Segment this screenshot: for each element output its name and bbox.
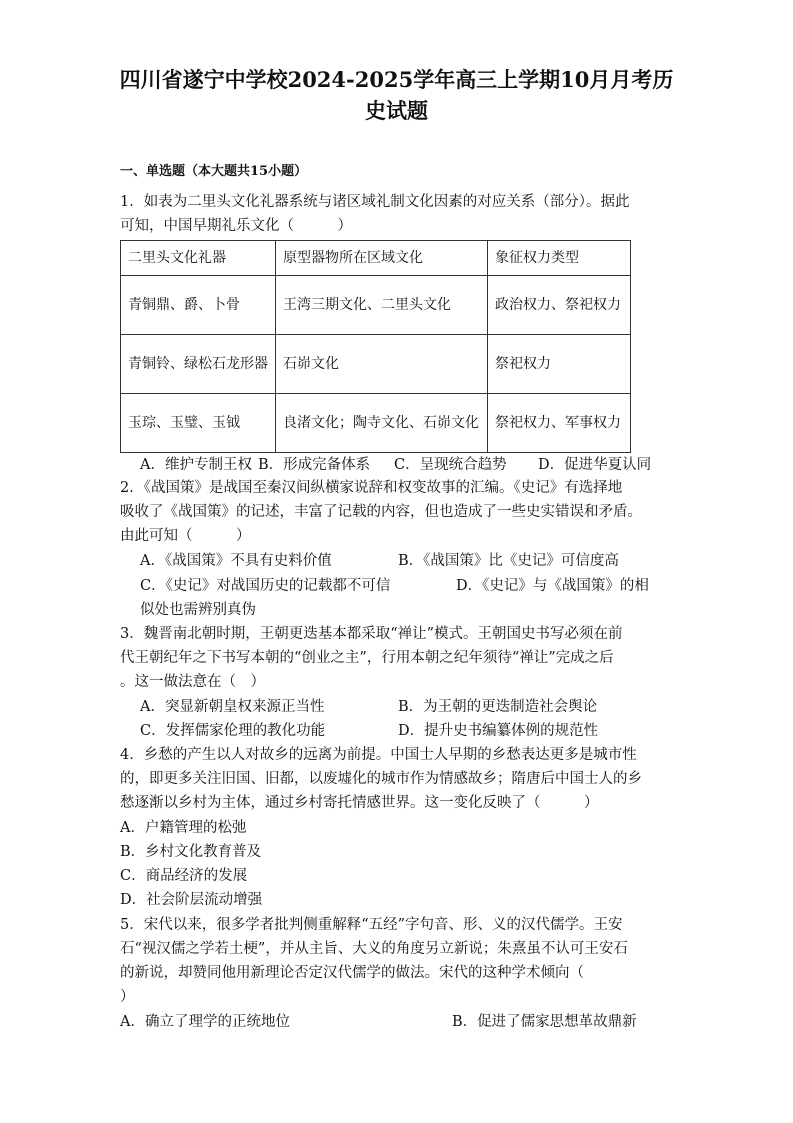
q4-stem-line-1: 4．乡愁的产生以人对故乡的远离为前提。中国士人早期的乡愁表达更多是城市性 bbox=[120, 747, 637, 763]
table-cell: 王湾三期文化、二里头文化 bbox=[276, 276, 488, 335]
table-cell: 石峁文化 bbox=[276, 335, 488, 394]
q4-option-c: C．商品经济的发展 bbox=[120, 868, 248, 884]
q3-option-d: D．提升史书编纂体例的规范性 bbox=[398, 723, 599, 739]
q5-stem-line-4: ） bbox=[120, 989, 135, 1005]
q4-stem-line-3: 愁逐渐以乡村为主体，通过乡村寄托情感世界。这一变化反映了（ ） bbox=[120, 795, 599, 811]
table-cell: 青铜鼎、爵、卜骨 bbox=[121, 276, 276, 335]
table-cell: 祭祀权力、军事权力 bbox=[488, 394, 631, 453]
table-row bbox=[121, 276, 631, 335]
q4-option-b: B．乡村文化教育普及 bbox=[120, 844, 262, 860]
exam-title-line-2: 史试题 bbox=[365, 98, 428, 123]
section-heading: 一、单选题（本大题共15小题） bbox=[120, 164, 308, 179]
q3-stem-line-1: 3．魏晋南北朝时期，王朝更迭基本都采取“禅让”模式。王朝国史书写必须在前 bbox=[120, 626, 623, 642]
exam-title bbox=[110, 64, 683, 126]
table-row bbox=[121, 335, 631, 394]
table-cell: 祭祀权力 bbox=[488, 335, 631, 394]
exam-title-line-1: 四川省遂宁中学校2024-2025学年高三上学期10月月考历 bbox=[119, 67, 674, 92]
table-header-cell: 象征权力类型 bbox=[488, 241, 631, 276]
table-header-cell: 原型器物所在区域文化 bbox=[276, 241, 488, 276]
q1-option-a: A．维护专制王权 bbox=[140, 457, 252, 473]
table-cell: 青铜铃、绿松石龙形器 bbox=[121, 335, 276, 394]
q1-stem-line-2: 可知，中国早期礼乐文化（ ） bbox=[120, 218, 352, 234]
table-cell: 良渚文化；陶寺文化、石峁文化 bbox=[276, 394, 488, 453]
q1-table bbox=[120, 240, 631, 453]
q4-option-d: D．社会阶层流动增强 bbox=[120, 892, 263, 908]
q3-option-c: C．发挥儒家伦理的教化功能 bbox=[140, 723, 326, 739]
q4-option-a: A．户籍管理的松弛 bbox=[120, 820, 247, 836]
q2-option-c: C．《史记》对战国历史的记载都不可信 bbox=[140, 578, 391, 594]
table-header-row bbox=[121, 241, 631, 276]
q2-stem-line-2: 吸收了《战国策》的记述，丰富了记载的内容，但也造成了一些史实错误和矛盾。 bbox=[120, 504, 642, 520]
q2-stem-line-1: 2．《战国策》是战国至秦汉间纵横家说辞和权变故事的汇编。《史记》有选择地 bbox=[120, 480, 623, 496]
q1-option-c: C．呈现统合趋势 bbox=[394, 457, 507, 473]
q1-option-d: D．促进华夏认同 bbox=[538, 457, 652, 473]
table-cell: 政治权力、祭祀权力 bbox=[488, 276, 631, 335]
q2-option-d: D．《史记》与《战国策》的相 bbox=[456, 578, 649, 594]
q5-option-b: B．促进了儒家思想革故鼎新 bbox=[452, 1014, 637, 1030]
q2-option-a: A．《战国策》不具有史料价值 bbox=[140, 553, 332, 569]
q1-stem-line-1: 1．如表为二里头文化礼器系统与诸区域礼制文化因素的对应关系（部分）。据此 bbox=[120, 194, 630, 210]
q2-option-d-cont: 似处也需辨别真伪 bbox=[140, 602, 256, 618]
q1-option-b: B．形成完备体系 bbox=[258, 457, 371, 473]
q3-option-a: A．突显新朝皇权来源正当性 bbox=[140, 699, 325, 715]
q3-stem-line-2: 代王朝纪年之下书写本朝的“创业之主”，行用本朝之纪年须待“禅让”完成之后 bbox=[120, 650, 614, 666]
table-row bbox=[121, 394, 631, 453]
q4-stem-line-2: 的，即更多关注旧国、旧都，以废墟化的城市作为情感故乡；隋唐后中国士人的乡 bbox=[120, 771, 642, 787]
q2-option-b: B．《战国策》比《史记》可信度高 bbox=[398, 553, 619, 569]
q5-stem-line-3: 的新说，却赞同他用新理论否定汉代儒学的做法。宋代的这种学术倾向（ bbox=[120, 965, 584, 981]
q3-option-b: B．为王朝的更迭制造社会舆论 bbox=[398, 699, 598, 715]
q5-stem-line-2: 石“视汉儒之学若土梗”，并从主旨、大义的角度另立新说；朱熹虽不认可王安石 bbox=[120, 941, 628, 957]
q3-stem-line-3: 。这一做法意在（ ） bbox=[120, 674, 265, 690]
q5-option-a: A．确立了理学的正统地位 bbox=[120, 1014, 290, 1030]
table-cell: 玉琮、玉璧、玉钺 bbox=[121, 394, 276, 453]
q2-stem-line-3: 由此可知（ ） bbox=[120, 528, 251, 544]
q5-stem-line-1: 5．宋代以来，很多学者批判侧重解释“五经”字句音、形、义的汉代儒学。王安 bbox=[120, 917, 623, 933]
table-header-cell: 二里头文化礼器 bbox=[121, 241, 276, 276]
